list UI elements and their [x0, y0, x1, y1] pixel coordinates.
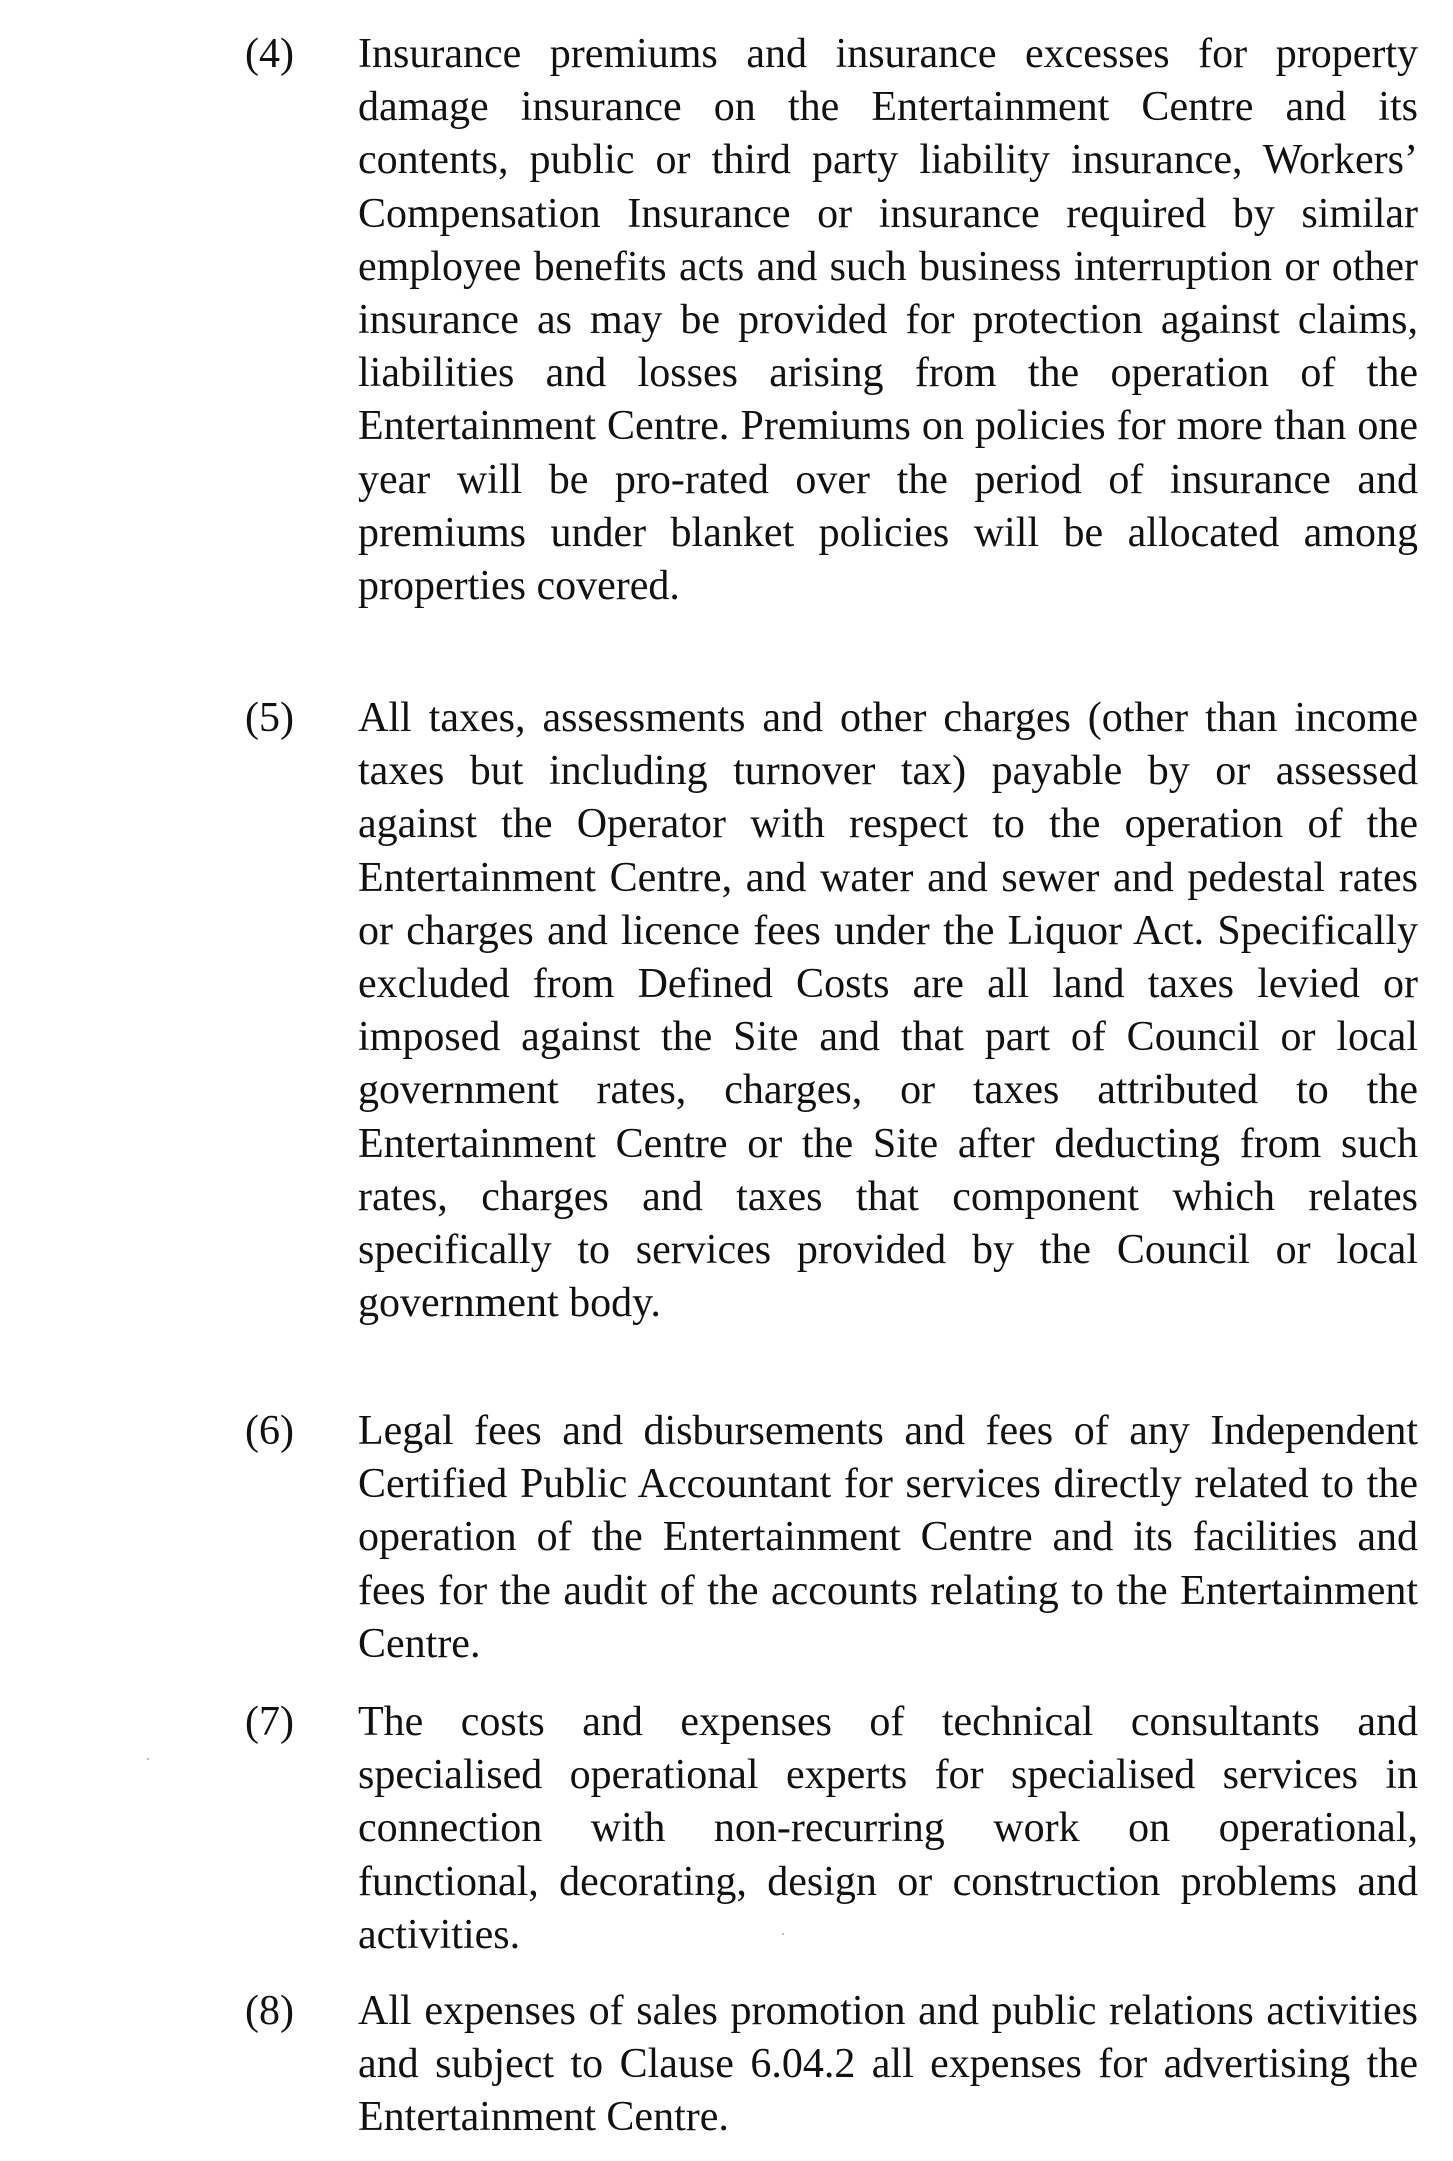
clause-text: The costs and expenses of technical consultants and specialised operational experts for specialised services in connection with non-recurring work on operational, functional, decorating, design or construction problems and activities.: [358, 1699, 1418, 1958]
clause-number: (4): [245, 31, 294, 77]
scan-speck: [782, 1933, 784, 1935]
clause-number: (6): [245, 1408, 294, 1454]
clause-text: Legal fees and disbursements and fees of any Independent Certified Public Accountant for services directly related to the operation of the Entertainment Centre and its facilities and fees for the audit of the accounts relating to the Entertainment Centre.: [358, 1408, 1418, 1667]
clause-number: (5): [245, 695, 294, 741]
clause-number: (7): [245, 1699, 294, 1745]
clause-text: Insurance premiums and insurance excesses for property damage insurance on the Entertainment Centre and its contents, public or third party liability insurance, Workers’ Compensation Insurance or insurance required by similar employee benefits acts and such business interruption or other insurance as may be provided for protection against claims, liabilities and losses arising from the operation of the Entertainment Centre. Premiums on policies for more than one year will be pro-rated over the period of insurance and premiums under blanket policies will be allocated among properties covered.: [358, 31, 1418, 610]
clause-number: (8): [245, 1988, 294, 2034]
clause-text: All expenses of sales promotion and public relations activities and subject to Clause 6.04.2 all expenses for advertising the Entertainment Centre.: [358, 1988, 1418, 2141]
clause-text: All taxes, assessments and other charges (other than income taxes but including turnover tax) payable by or assessed against the Operator with respect to the operation of the Entertainment Centre, and water and sewer and pedestal rates or charges and licence fees under the Liquor Act. Specifically excluded from Defined Costs are all land taxes levied or imposed against the Site and that part of Council or local government rates, charges, or taxes attributed to the Entertainment Centre or the Site after deducting from such rates, charges and taxes that component which relates specifically to services provided by the Council or local government body.: [358, 695, 1418, 1327]
scan-speck: [147, 1758, 149, 1760]
